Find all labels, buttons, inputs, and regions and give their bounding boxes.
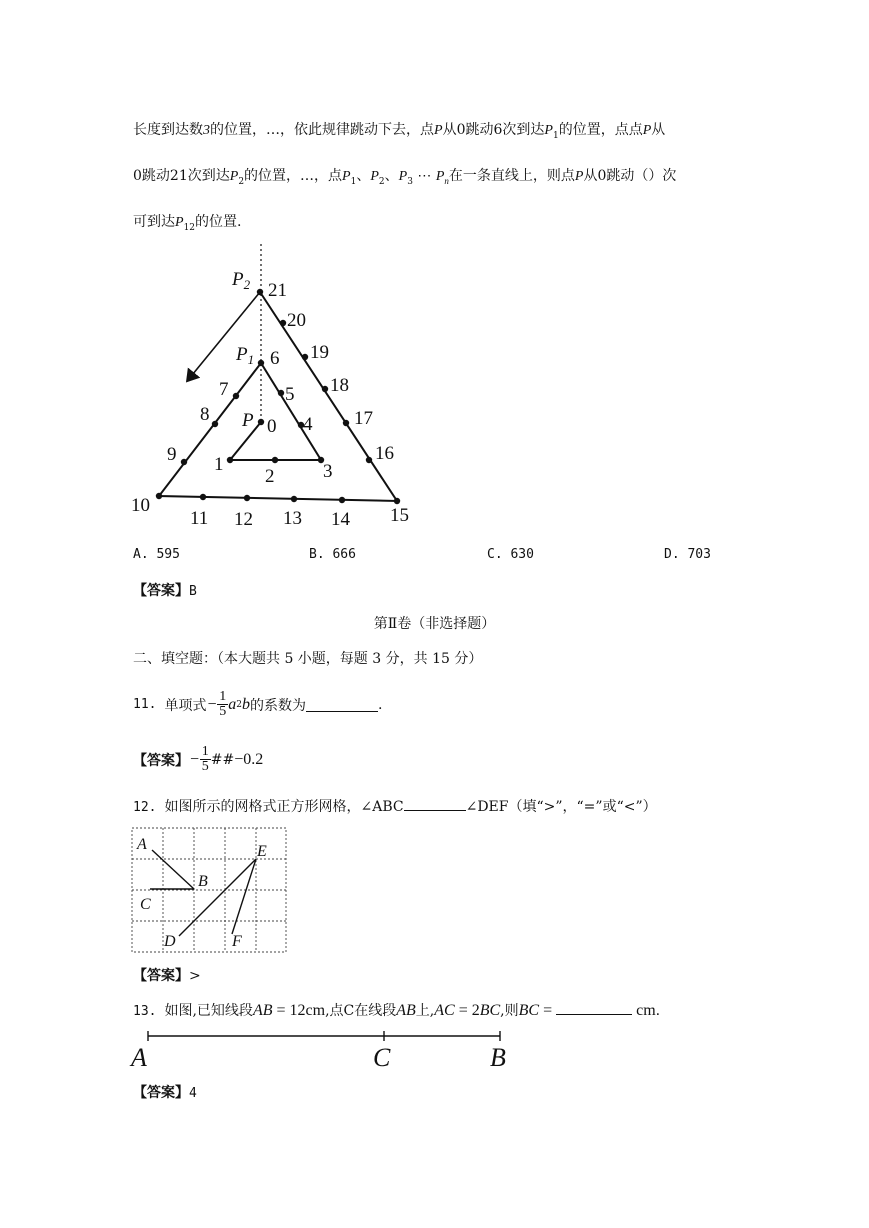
- grid-label-E: E: [257, 843, 267, 860]
- option-a[interactable]: A. 595: [133, 547, 180, 562]
- label-4: 4: [303, 414, 313, 435]
- problem10-line1: 长度到达数3的位置，…，依此规律跳动下去，点P从0跳动6次到达$P_1$的位置，点点P从: [133, 122, 666, 141]
- answer-11-fraction: $\frac{1}{5}$: [201, 744, 209, 774]
- section2-heading: 二、填空题：（本大题共 5 小题，每题 3 分，共 15 分）: [133, 651, 483, 667]
- q13-segment-figure: [128, 1026, 528, 1072]
- grid-label-A: A: [137, 836, 147, 853]
- option-d[interactable]: D. 703: [664, 547, 711, 562]
- label-17: 17: [354, 408, 373, 429]
- label-9: 9: [167, 444, 177, 465]
- label-14: 14: [331, 509, 350, 530]
- answer-10: 【答案】B: [133, 583, 197, 599]
- label-7: 7: [219, 379, 229, 400]
- question-11: 11. 单项式 − $\frac{1}{5}$ a 2 b 的系数为 .: [133, 689, 383, 719]
- answer-13: 【答案】4: [133, 1085, 197, 1101]
- label-21: 21: [268, 280, 287, 301]
- label-19: 19: [310, 342, 329, 363]
- label-P: P: [242, 410, 254, 431]
- section2-title: 第Ⅱ卷（非选择题）: [373, 616, 496, 632]
- label-11: 11: [190, 508, 209, 529]
- question-12: 12. 如图所示的网格式正方形网格，∠ABC ∠DEF（填“>”，“=”或“<”）: [133, 796, 657, 816]
- segment-label-B: B: [490, 1043, 506, 1072]
- problem10-line3: 可到达$P_{12}$的位置.: [133, 214, 242, 233]
- segment-label-C: C: [373, 1043, 391, 1072]
- grid-label-B: B: [198, 873, 208, 890]
- segment-DE: [179, 859, 256, 936]
- spiral-triangle-figure: [120, 240, 430, 535]
- label-15: 15: [390, 505, 409, 526]
- grid-label-D: D: [164, 933, 176, 950]
- grid-label-C: C: [140, 896, 151, 913]
- spiral-path: [159, 292, 397, 501]
- label-12: 12: [234, 509, 253, 530]
- problem10-line2: 0跳动21次到达$P_2$的位置，…，点$P_1$、$P_2$、$P_3$ ⋯ $P_n$在一条直线上，则点P从0跳动（）次: [133, 168, 677, 187]
- q13-answer-blank[interactable]: [556, 1000, 632, 1015]
- segment-label-A: A: [131, 1043, 147, 1072]
- segment-AB: [152, 850, 194, 889]
- q11-fraction: $\frac{1}{5}$: [219, 689, 227, 719]
- label-8: 8: [200, 404, 210, 425]
- label-10: 10: [131, 495, 150, 516]
- q12-answer-blank[interactable]: [404, 796, 466, 811]
- label-18: 18: [330, 375, 349, 396]
- option-c[interactable]: C. 630: [487, 547, 534, 562]
- answer-12: 【答案】>: [133, 968, 201, 984]
- label-5: 5: [285, 384, 295, 405]
- label-20: 20: [287, 310, 306, 331]
- answer-11: 【答案】 − $\frac{1}{5}$ ## −0.2: [133, 744, 264, 774]
- question-13: 13. 如图,已知线段AB = 12cm,点C在线段AB上,AC = 2BC,则BC = cm.: [133, 1002, 661, 1019]
- q11-answer-blank[interactable]: [306, 697, 378, 712]
- q12-grid-figure: [130, 826, 290, 956]
- label-6: 6: [270, 348, 280, 369]
- grid-label-F: F: [232, 933, 242, 950]
- label-P1: $P_1$: [236, 344, 255, 367]
- label-P2: $P_2$: [232, 269, 251, 292]
- label-1: 1: [214, 454, 224, 475]
- label-0: 0: [267, 416, 277, 437]
- option-b[interactable]: B. 666: [309, 547, 356, 562]
- label-13: 13: [283, 508, 302, 529]
- label-16: 16: [375, 443, 394, 464]
- label-3: 3: [323, 461, 333, 482]
- label-2: 2: [265, 466, 275, 487]
